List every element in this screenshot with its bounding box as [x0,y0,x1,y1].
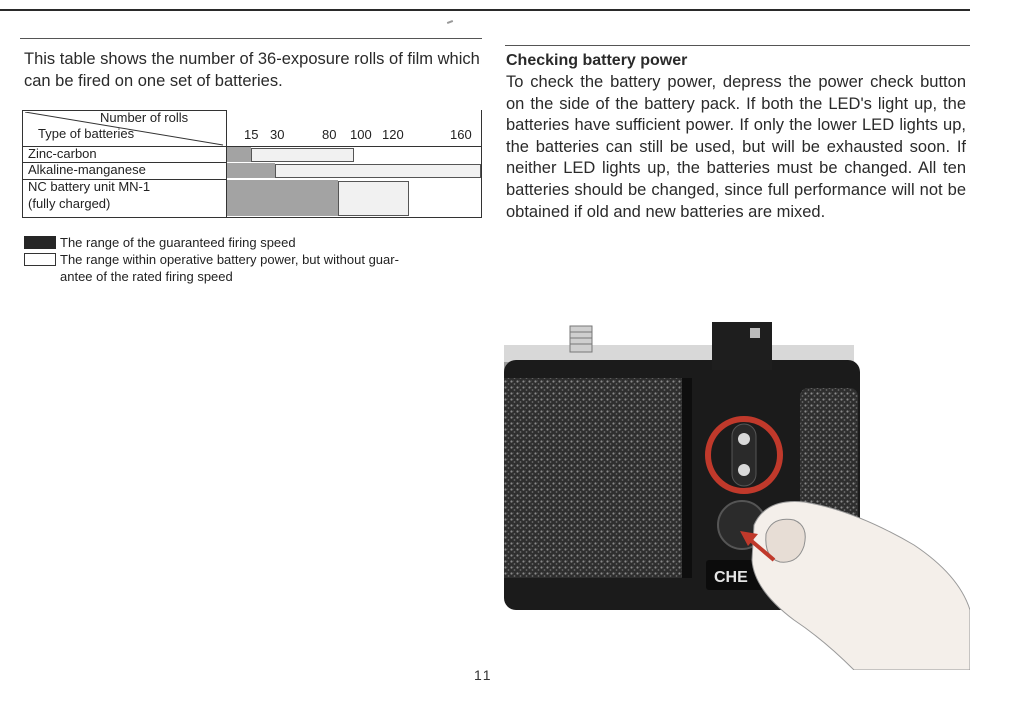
zinc-carbon-operative-bar [251,148,354,162]
row-label-nc-battery-note: (fully charged) [28,196,111,211]
legend-item-operative [22,251,492,285]
table-left-edge [22,110,23,217]
header-type-of-batteries: Type of batteries [38,126,135,141]
legend-label-operative-line1: The range within operative battery power, but without guar- [60,252,399,267]
legend-swatch-dark [24,236,56,249]
intro-paragraph: This table shows the number of 36-exposure rolls of film which can be fired on one set of batteries. [24,50,480,90]
section-body: To check the battery power, depress the power check button on the side of the battery pack. If both the LED's light up, the batteries have sufficient power. If only the lower LED lights up, the batteries can still be used, but will be exhausted soon. If neither LED lights up, the batteries must be changed. All ten batteries should be changed, since full performance will not be obtained if old and new batteries are mixed. [506,73,966,221]
tick-label: 15 [244,127,259,142]
legend-item-guaranteed [22,234,492,251]
row-label-alkaline-manganese: Alkaline-manganese [28,162,146,177]
nc-battery-operative-bar [338,181,409,216]
right-column-rule [505,45,970,46]
header-number-of-rolls: Number of rolls [100,110,189,125]
nc-battery-guaranteed-bar [227,180,338,216]
tick-label: 160 [450,127,472,142]
alkaline-guaranteed-bar [227,163,275,178]
tick-label: 100 [350,127,372,142]
tick-label: 120 [382,127,404,142]
top-rule [0,9,970,11]
tick-label: 30 [270,127,285,142]
battery-pack-photo [504,320,970,670]
legend-label-guaranteed: The range of the guaranteed firing speed [60,235,296,250]
table-legend [22,234,492,285]
legend-swatch-light [24,253,56,266]
legend-label-operative-line2: antee of the rated firing speed [60,269,233,284]
check-button-label: CHE [714,569,748,586]
row-label-nc-battery: NC battery unit MN-1 [28,179,151,194]
zinc-carbon-guaranteed-bar [227,147,251,162]
battery-check-section [506,52,966,223]
print-speck [447,20,453,24]
battery-rolls-table [22,110,482,218]
tick-label: 80 [322,127,337,142]
section-heading: Checking battery power [506,52,688,69]
alkaline-operative-bar [275,164,481,178]
page-number: 11 [474,667,493,683]
row-label-zinc-carbon: Zinc-carbon [28,146,97,161]
left-column-rule [20,38,482,39]
